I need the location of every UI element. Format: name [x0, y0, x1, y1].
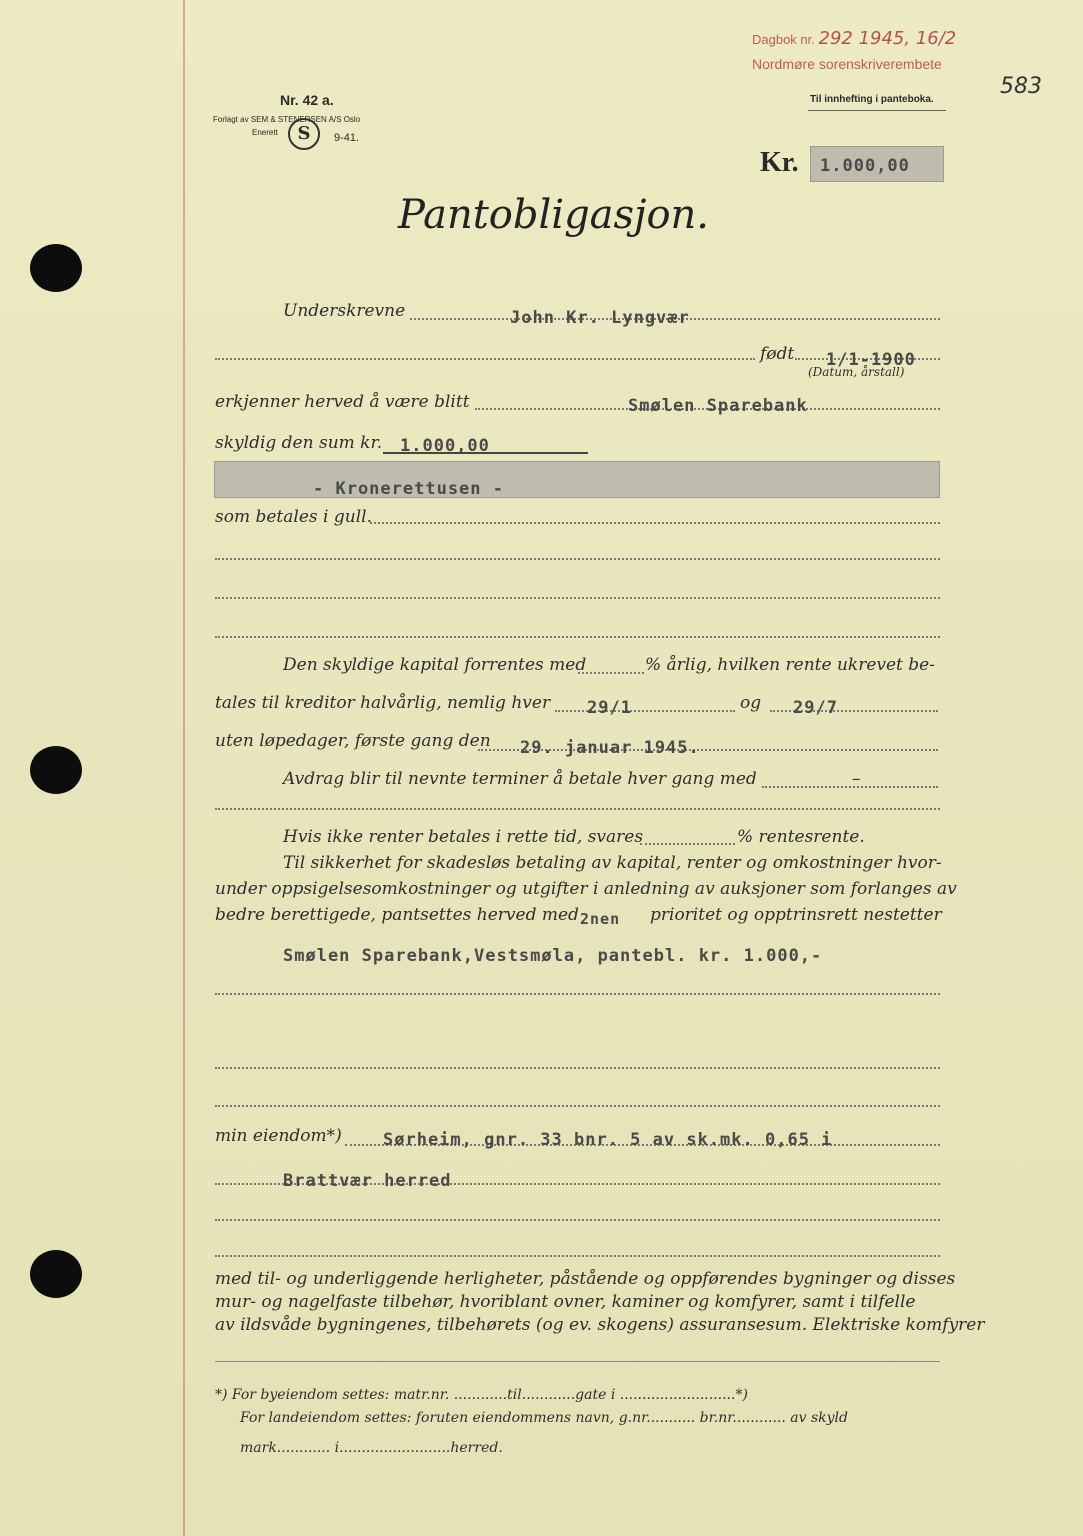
dagbok-stamp	[752, 28, 956, 49]
appurtenances-line-3: av ildsvåde bygningenes, tilbehørets (og ev. skogens) assuransesum. Elektriske komfyrer	[215, 1315, 985, 1335]
registration-note-underline	[808, 110, 946, 111]
interest-rate-line	[578, 672, 644, 674]
sum-value: 1.000,00	[400, 436, 490, 456]
blank-line-7	[215, 1067, 940, 1069]
publisher-logo: S	[288, 118, 320, 150]
born-hint: (Datum, årstall)	[808, 365, 905, 379]
folio-number: 583	[1000, 74, 1042, 99]
punch-hole-top	[30, 244, 82, 292]
blank-line-9	[215, 1219, 940, 1221]
form-edition: 9-41.	[334, 132, 360, 144]
installment-value-line	[762, 786, 938, 788]
creditor-name: Smølen Sparebank	[628, 396, 808, 416]
form-number: Nr. 42 a.	[280, 92, 334, 108]
debtor-name: John Kr. Lyngvær	[510, 308, 690, 328]
dagbok-value: 292 1945, 16/2	[818, 28, 957, 49]
security-line-4-end: prioritet og opptrinsrett nestetter	[650, 905, 942, 925]
blank-line-8	[215, 1105, 940, 1107]
publisher-line: Forlagt av SEM & STENERSEN A/S Oslo	[213, 115, 361, 124]
footnote-line-2: For landeiendom settes: foruten eiendommens navn, g.nr........... br.nr............ av skyld	[240, 1410, 848, 1426]
property-municipality: Brattvær herred	[283, 1171, 452, 1191]
footnote-divider	[215, 1361, 940, 1362]
property-label: min eiendom*)	[215, 1126, 342, 1146]
security-line-4: bedre berettigede, pantsettes herved med	[215, 905, 579, 925]
installment-value: –	[852, 769, 861, 789]
blank-line-10	[215, 1255, 940, 1257]
gold-line	[370, 522, 940, 524]
term2-value: 29/7	[793, 698, 838, 718]
term1-line	[555, 710, 735, 712]
penalty-rate-line	[640, 843, 735, 845]
interest-line-3: uten løpedager, første gang den	[215, 731, 491, 751]
interest-line-1: Den skyldige kapital forrentes med	[283, 655, 587, 675]
amount-value: 1.000,00	[820, 156, 910, 176]
property-designation: Sørheim, gnr. 33 bnr. 5 av sk.mk. 0,65 i	[383, 1130, 833, 1150]
appurtenances-line-2: mur- og nagelfaste tilbehør, hvoriblant ovner, kaminer og komfyrer, samt i tilfelle	[215, 1292, 916, 1312]
dagbok-label: Dagbok nr.	[752, 32, 815, 47]
appurtenances-line-1: med til- og underliggende herligheter, påstående og oppførendes bygninger og disses	[215, 1269, 956, 1289]
amount-label: Kr.	[760, 147, 799, 178]
penalty-interest-end: % rentesrente.	[737, 827, 865, 847]
and-label: og	[740, 693, 762, 713]
margin-line	[183, 0, 185, 1536]
blank-line-2	[215, 558, 940, 560]
publisher-enerett: Enerett	[252, 128, 278, 137]
punch-hole-middle	[30, 746, 82, 794]
first-payment-date: 29. januar 1945.	[520, 738, 700, 758]
footnote-line-1: *) For byeiendom settes: matr.nr. ............til............gate i ..........................*)	[215, 1387, 748, 1403]
born-label: født	[760, 344, 795, 364]
penalty-interest-line: Hvis ikke renter betales i rette tid, svares	[283, 827, 644, 847]
prior-lien: Smølen Sparebank,Vestsmøla, pantebl. kr. 1.000,-	[283, 946, 823, 966]
sum-words: - Kronerettusen -	[313, 479, 504, 499]
document-title: Pantobligasjon.	[398, 192, 710, 238]
security-line-2: Til sikkerhet for skadesløs betaling av kapital, renter og omkostninger hvor-	[283, 853, 942, 873]
blank-line-6	[215, 993, 940, 995]
born-value: 1/1-1900	[826, 350, 916, 370]
security-line-3: under oppsigelsesomkostninger og utgifter i anledning av auksjoner som forlanges av	[215, 879, 957, 899]
blank-line-1	[215, 358, 755, 360]
punch-hole-bottom	[30, 1250, 82, 1298]
acknowledge-label: erkjenner herved å være blitt	[215, 392, 470, 412]
sum-label: skyldig den sum kr.	[215, 433, 383, 453]
blank-line-5	[215, 808, 940, 810]
interest-line-2: tales til kreditor halvårlig, nemlig hver	[215, 693, 551, 713]
interest-line-1-end: % årlig, hvilken rente ukrevet be-	[645, 655, 935, 675]
term1-value: 29/1	[587, 698, 632, 718]
registration-note: Til innhefting i panteboka.	[810, 94, 934, 105]
installment-line: Avdrag blir til nevnte terminer å betale hver gang med	[283, 769, 757, 789]
gold-clause: som betales i gull.	[215, 507, 372, 527]
footnote-line-3: mark............ i.........................herred.	[240, 1440, 503, 1456]
blank-line-3	[215, 597, 940, 599]
priority-value: 2nen	[580, 910, 621, 928]
blank-line-4	[215, 636, 940, 638]
office-stamp: Nordmøre sorenskriverembete	[752, 56, 942, 72]
undersigned-label: Underskrevne	[283, 301, 406, 321]
